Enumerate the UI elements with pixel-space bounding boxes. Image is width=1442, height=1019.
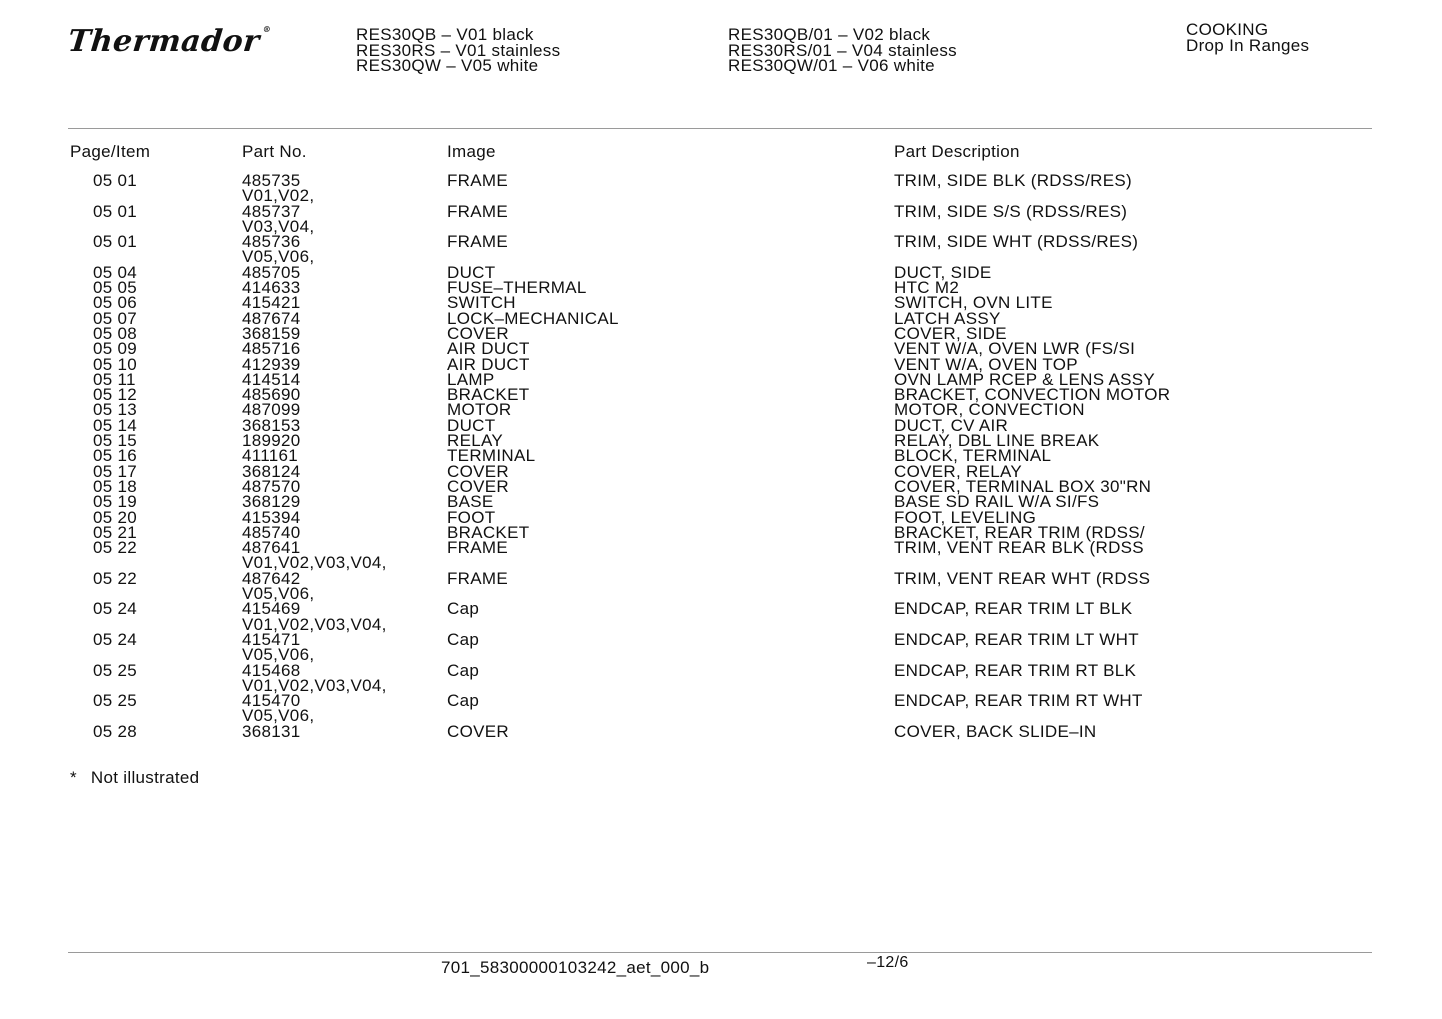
image-cell [447, 555, 894, 570]
part-description-cell: COVER, TERMINAL BOX 30"RN [894, 476, 1152, 496]
part-number-cell: V01,V02, [242, 186, 315, 206]
image-cell: COVER [447, 461, 509, 481]
image-cell: Cap [447, 599, 480, 619]
part-number-cell: 487674 [242, 308, 301, 328]
page-item-cell: 05 15 [93, 431, 138, 451]
page-item-cell: 05 01 [93, 171, 138, 190]
page-item-cell: 05 07 [93, 308, 138, 328]
image-cell: MOTOR [447, 400, 512, 420]
part-description-cell: DUCT, CV AIR [894, 415, 1009, 435]
part-number-cell: 368129 [242, 492, 301, 512]
part-number-cell: V05,V06, [242, 584, 315, 604]
image-cell [447, 188, 894, 203]
part-number-cell: 487641 [242, 538, 301, 558]
column-header-image: Image [447, 142, 496, 161]
footer-divider [68, 952, 1372, 953]
part-description-cell: TRIM, VENT REAR WHT (RDSS [894, 568, 1151, 588]
category-block [1186, 22, 1309, 53]
part-description-cell: BRACKET, REAR TRIM (RDSS/ [894, 522, 1145, 542]
image-cell: FRAME [447, 171, 508, 190]
image-cell: TERMINAL [447, 446, 536, 466]
part-number-cell: 485740 [242, 522, 301, 542]
page-item-cell: 05 04 [93, 262, 138, 282]
document-id: 701_58300000103242_aet_000_b [441, 958, 710, 977]
image-cell [447, 708, 894, 723]
page-item-cell: 05 16 [93, 446, 138, 466]
image-cell: DUCT [447, 415, 496, 435]
part-number-cell: V01,V02,V03,V04, [242, 614, 387, 634]
image-cell: FOOT [447, 507, 496, 527]
image-cell: SWITCH [447, 293, 516, 313]
image-cell [447, 586, 894, 601]
part-number-cell: 415468 [242, 660, 301, 680]
category-title: COOKING [1186, 20, 1269, 39]
page-item-cell: 05 19 [93, 492, 138, 512]
image-cell [447, 647, 894, 662]
part-number-cell: V05,V06, [242, 247, 315, 267]
part-number-cell: 487642 [242, 568, 301, 588]
table-row [70, 724, 1374, 739]
part-number-cell: 485737 [242, 201, 301, 221]
part-description-cell: FOOT, LEVELING [894, 507, 1037, 527]
image-cell: COVER [447, 721, 509, 741]
part-description-cell: TRIM, SIDE BLK (RDSS/RES) [894, 171, 1132, 190]
model-list-right [728, 27, 957, 74]
part-number-cell: 415394 [242, 507, 301, 527]
model-line: RES30QW – V05 white [356, 56, 539, 75]
part-description-cell: RELAY, DBL LINE BREAK [894, 431, 1100, 451]
page-item-cell: 05 24 [93, 599, 138, 619]
part-description-cell: VENT W/A, OVEN TOP [894, 354, 1078, 374]
model-line: RES30QB – V01 black [356, 25, 534, 44]
footnote-text: Not illustrated [90, 768, 200, 787]
part-description-cell: HTC M2 [894, 278, 960, 298]
header-divider [68, 128, 1372, 129]
page-item-cell: 05 06 [93, 293, 138, 313]
part-number-cell: 485716 [242, 339, 301, 359]
part-description-cell: ENDCAP, REAR TRIM RT BLK [894, 660, 1137, 680]
part-number-cell: 415470 [242, 691, 301, 711]
image-cell: LAMP [447, 369, 495, 389]
parts-table [70, 173, 1374, 739]
part-number-cell: 485736 [242, 232, 301, 252]
image-cell [447, 617, 894, 632]
part-number-cell: 368159 [242, 323, 301, 343]
parts-table-body [70, 173, 1374, 739]
part-number-cell: V03,V04, [242, 216, 315, 236]
part-description-cell: ENDCAP, REAR TRIM LT BLK [894, 599, 1133, 619]
registered-mark: ® [262, 24, 272, 34]
image-cell: DUCT [447, 262, 496, 282]
page-item-cell: 05 12 [93, 385, 138, 405]
part-number-cell: 487570 [242, 476, 301, 496]
part-description-cell: BASE SD RAIL W/A SI/FS [894, 492, 1100, 512]
image-cell: AIR DUCT [447, 354, 530, 374]
image-cell: AIR DUCT [447, 339, 530, 359]
model-line: RES30RS – V01 stainless [356, 40, 561, 60]
page-number: –12/6 [867, 954, 909, 971]
part-number-cell: 414633 [242, 278, 301, 298]
part-description-cell: BLOCK, TERMINAL [894, 446, 1052, 466]
image-cell: Cap [447, 660, 480, 680]
part-number-cell: V05,V06, [242, 706, 315, 726]
page-item-cell: 05 17 [93, 461, 138, 481]
part-number-cell: 485705 [242, 262, 301, 282]
part-number-cell: 485690 [242, 385, 301, 405]
part-description-cell: BRACKET, CONVECTION MOTOR [894, 385, 1171, 405]
part-number-cell: 487099 [242, 400, 301, 420]
image-cell [447, 249, 894, 264]
page-item-cell: 05 25 [93, 691, 138, 711]
page-item-cell: 05 22 [93, 538, 138, 558]
footnote-marker: * [70, 768, 77, 787]
part-description-cell: MOTOR, CONVECTION [894, 400, 1085, 420]
image-cell: RELAY [447, 431, 503, 451]
image-cell: FRAME [447, 232, 508, 252]
page-item-cell: 05 09 [93, 339, 138, 359]
image-cell: LOCK–MECHANICAL [447, 308, 619, 328]
part-number-cell: V05,V06, [242, 645, 315, 665]
page-item-cell: 05 28 [93, 721, 138, 741]
footnote [70, 768, 199, 788]
column-header-part-no: Part No. [242, 142, 307, 161]
thermador-logo [66, 24, 272, 59]
model-list-left [356, 27, 560, 74]
page-item-cell: 05 24 [93, 629, 138, 649]
image-cell: COVER [447, 323, 509, 343]
model-line: RES30RS/01 – V04 stainless [728, 40, 957, 60]
part-description-cell: COVER, RELAY [894, 461, 1022, 481]
part-number-cell: 485735 [242, 171, 301, 190]
page-item-cell: 05 20 [93, 507, 138, 527]
part-description-cell: OVN LAMP RCEP & LENS ASSY [894, 369, 1156, 389]
part-number-cell: 415469 [242, 599, 301, 619]
model-line: RES30QB/01 – V02 black [728, 25, 931, 44]
image-cell [447, 678, 894, 693]
page-item-cell: 05 01 [93, 201, 138, 221]
part-number-cell: 411161 [242, 446, 299, 466]
part-description-cell: TRIM, SIDE S/S (RDSS/RES) [894, 201, 1128, 221]
column-header-page-item: Page/Item [70, 142, 151, 161]
image-cell: COVER [447, 476, 509, 496]
part-number-cell: V01,V02,V03,V04, [242, 675, 387, 695]
part-number-cell: 415421 [242, 293, 301, 313]
image-cell: BASE [447, 492, 494, 512]
page-item-cell: 05 22 [93, 568, 138, 588]
page-item-cell: 05 13 [93, 400, 138, 420]
image-cell: FRAME [447, 568, 508, 588]
page-item-cell: 05 11 [93, 369, 136, 389]
part-description-cell: ENDCAP, REAR TRIM LT WHT [894, 629, 1139, 649]
category-subtitle: Drop In Ranges [1186, 35, 1310, 55]
column-header-part-description: Part Description [894, 142, 1020, 161]
part-description-cell: VENT W/A, OVEN LWR (FS/SI [894, 339, 1136, 359]
model-line: RES30QW/01 – V06 white [728, 56, 935, 75]
page-item-cell: 05 25 [93, 660, 138, 680]
page-item-cell: 05 08 [93, 323, 138, 343]
part-description-cell: TRIM, SIDE WHT (RDSS/RES) [894, 232, 1139, 252]
part-description-cell: TRIM, VENT REAR BLK (RDSS [894, 538, 1144, 558]
brand-name: Thermador [66, 24, 262, 59]
part-number-cell: 368153 [242, 415, 301, 435]
part-description-cell: SWITCH, OVN LITE [894, 293, 1053, 313]
part-description-cell: ENDCAP, REAR TRIM RT WHT [894, 691, 1143, 711]
part-number-cell: 412939 [242, 354, 301, 374]
page-item-cell: 05 01 [93, 232, 138, 252]
part-number-cell: 368131 [242, 721, 301, 741]
page-item-cell: 05 05 [93, 278, 138, 298]
part-description-cell: DUCT, SIDE [894, 262, 992, 282]
page-item-cell: 05 14 [93, 415, 138, 435]
page-item-cell: 05 21 [93, 522, 138, 542]
image-cell: FRAME [447, 538, 508, 558]
part-number-cell: 415471 [242, 629, 301, 649]
image-cell: FRAME [447, 201, 508, 221]
image-cell: Cap [447, 629, 480, 649]
part-description-cell: LATCH ASSY [894, 308, 1001, 328]
image-cell: Cap [447, 691, 480, 711]
image-cell: FUSE–THERMAL [447, 278, 587, 298]
page-item-cell: 05 10 [93, 354, 138, 374]
page-item-cell: 05 18 [93, 476, 138, 496]
part-number-cell: 368124 [242, 461, 301, 481]
part-number-cell: 189920 [242, 431, 301, 451]
part-number-cell: 414514 [242, 369, 301, 389]
image-cell: BRACKET [447, 522, 530, 542]
part-description-cell: COVER, BACK SLIDE–IN [894, 721, 1097, 741]
part-description-cell: COVER, SIDE [894, 323, 1007, 343]
image-cell [447, 219, 894, 234]
image-cell: BRACKET [447, 385, 530, 405]
part-number-cell: V01,V02,V03,V04, [242, 553, 387, 573]
